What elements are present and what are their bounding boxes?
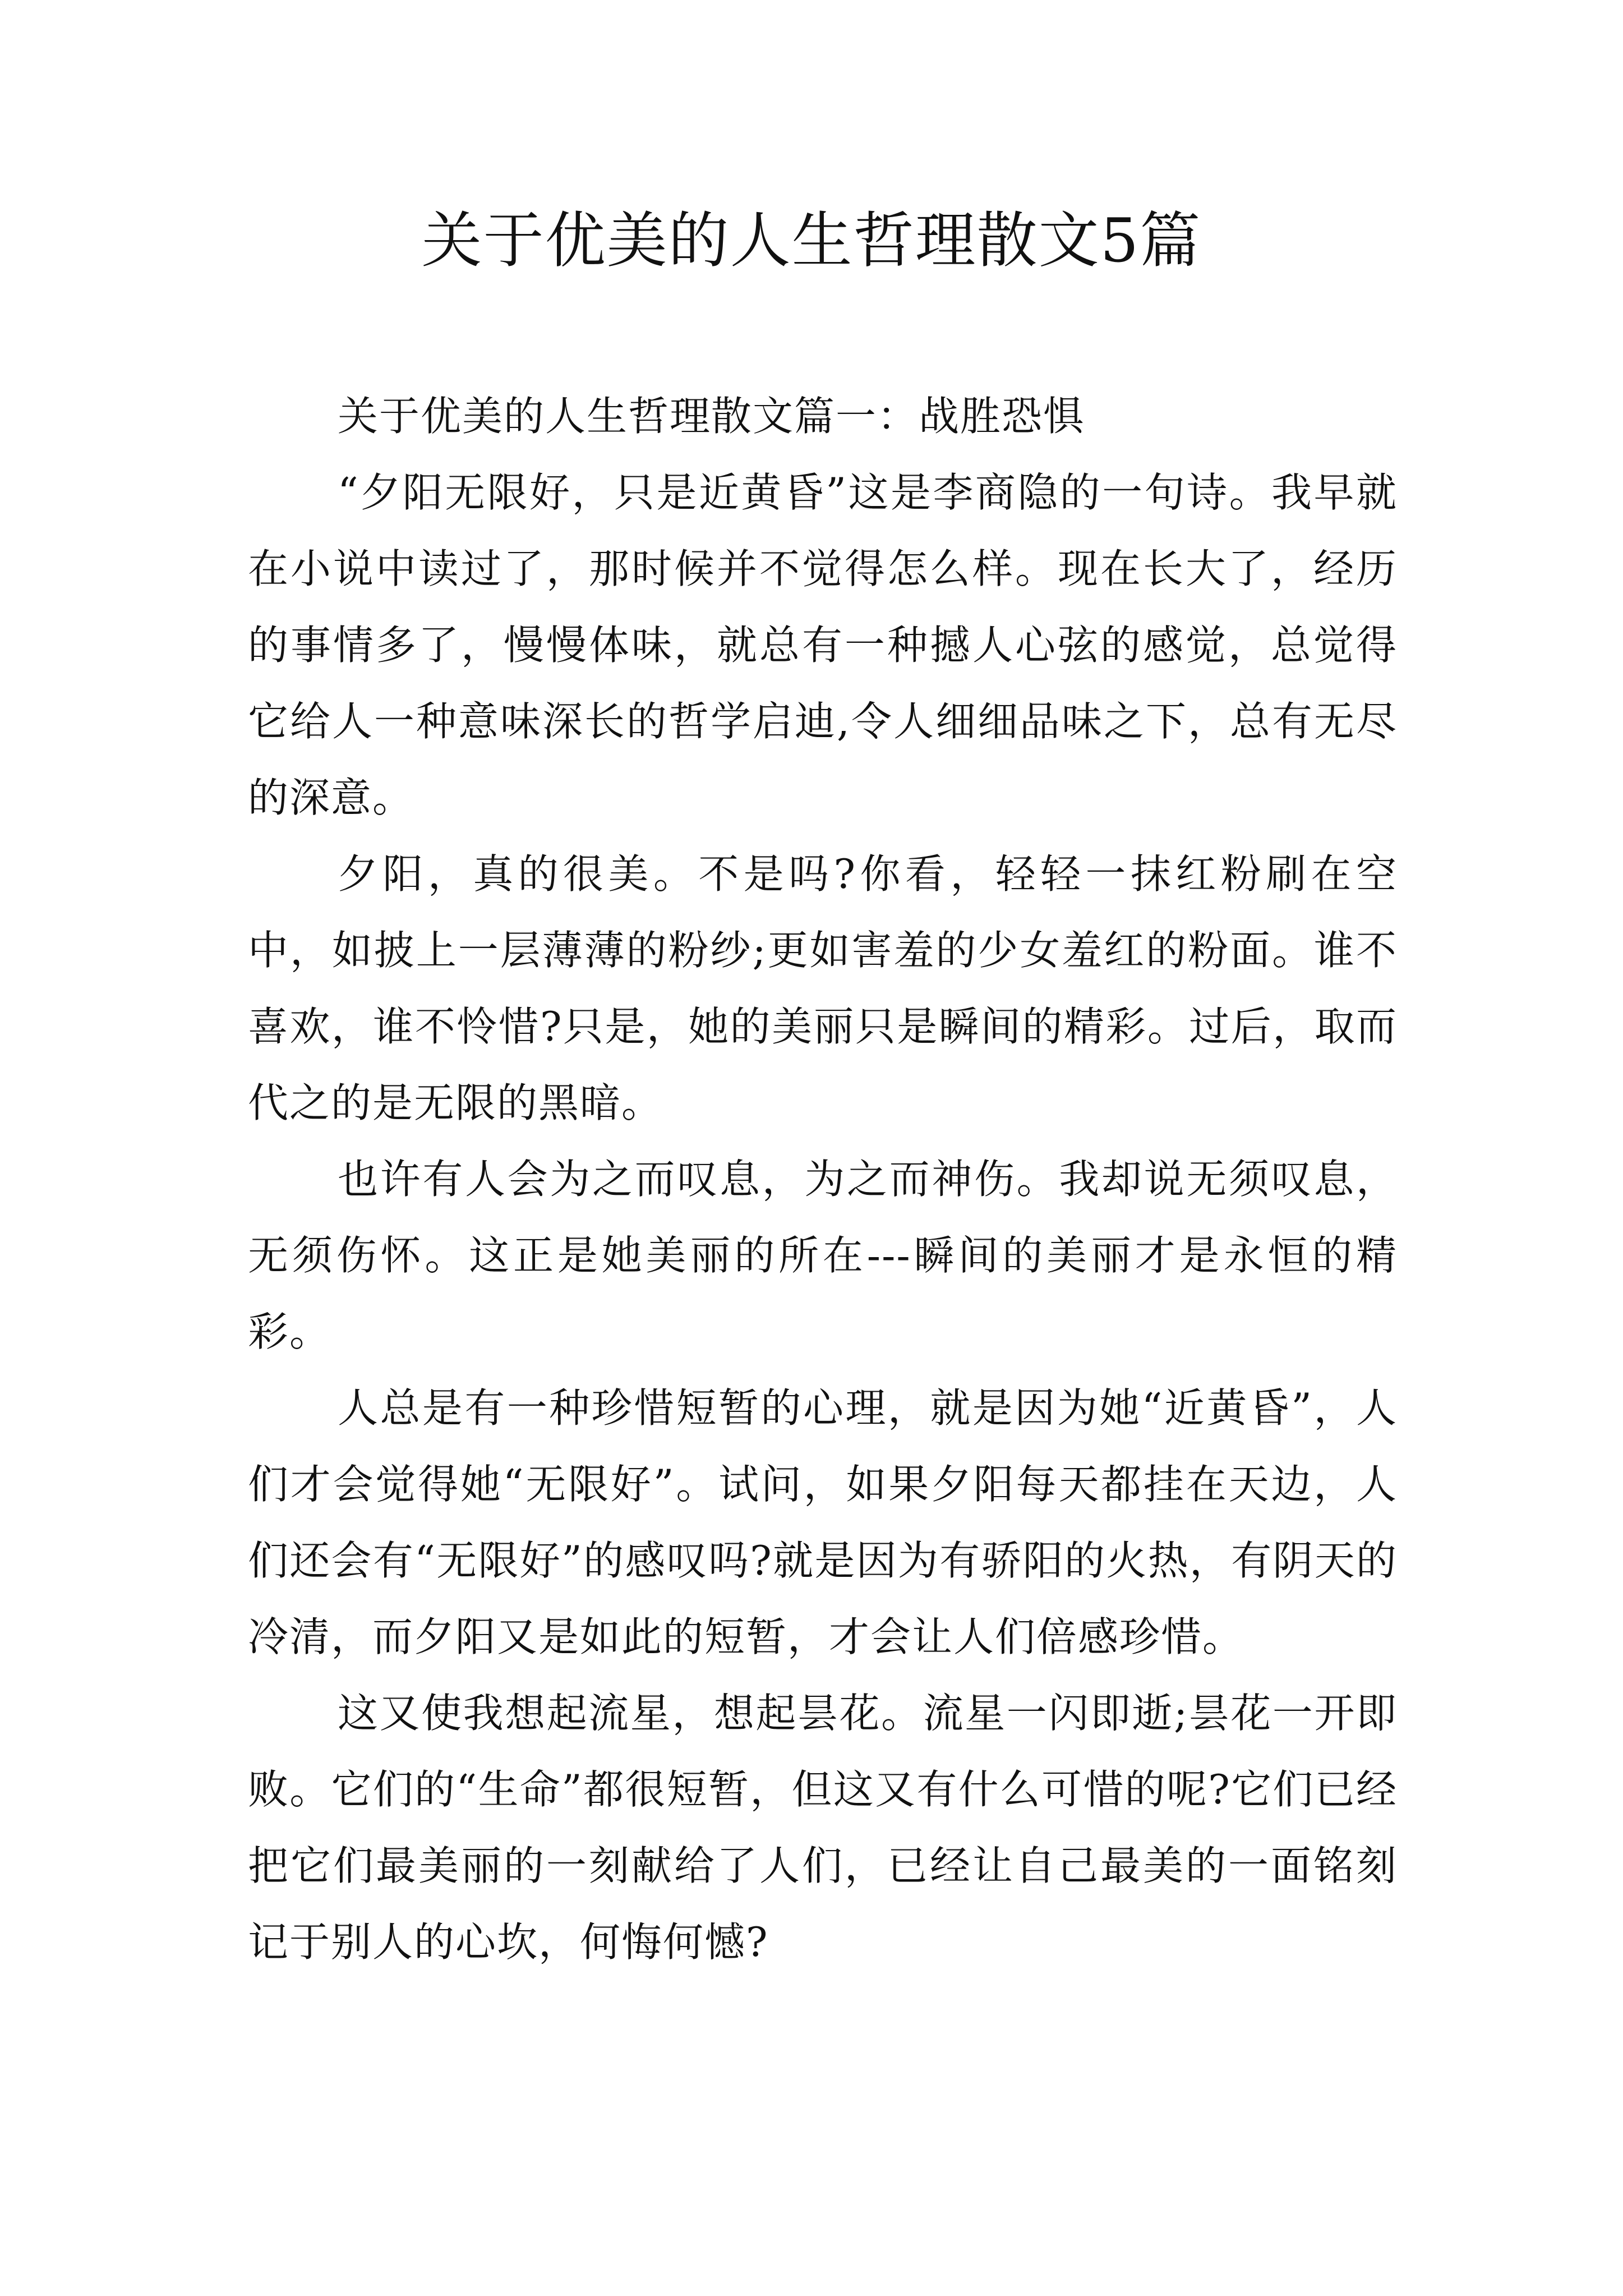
document-body [248,378,1398,1980]
paragraph: “夕阳无限好，只是近黄昏”这是李商隐的一句诗。我早就在小说中读过了，那时候并不觉得怎么样。现在长大了，经历的事情多了，慢慢体味，就总有一种撼人心弦的感觉，总觉得它给人一种意味深长的哲学启迪,令人细细品味之下，总有无尽的深意。 [248,469,1398,821]
paragraph: 也许有人会为之而叹息，为之而神伤。我却说无须叹息，无须伤怀。这正是她美丽的所在---瞬间的美丽才是永恒的精彩。 [248,1156,1398,1355]
document-title: 关于优美的人生哲理散文5篇 [421,206,1202,276]
paragraph: 夕阳，真的很美。不是吗?你看，轻轻一抹红粉刷在空中，如披上一层薄薄的粉纱;更如害羞的少女羞红的粉面。谁不喜欢，谁不怜惜?只是，她的美丽只是瞬间的精彩。过后，取而代之的是无限的黑暗。 [248,850,1398,1126]
section-heading: 关于优美的人生哲理散文篇一：战胜恐惧 [338,393,1085,440]
paragraph: 这又使我想起流星，想起昙花。流星一闪即逝;昙花一开即败。它们的“生命”都很短暂，但这又有什么可惜的呢?它们已经把它们最美丽的一刻献给了人们，已经让自己最美的一面铭刻记于别人的心坎，何悔何憾? [248,1690,1398,1966]
paragraph: 人总是有一种珍惜短暂的心理，就是因为她“近黄昏”，人们才会觉得她“无限好”。试问，如果夕阳每天都挂在天边，人们还会有“无限好”的感叹吗?就是因为有骄阳的火热，有阴天的冷清，而夕阳又是如此的短暂，才会让人们倍感珍惜。 [248,1384,1398,1660]
